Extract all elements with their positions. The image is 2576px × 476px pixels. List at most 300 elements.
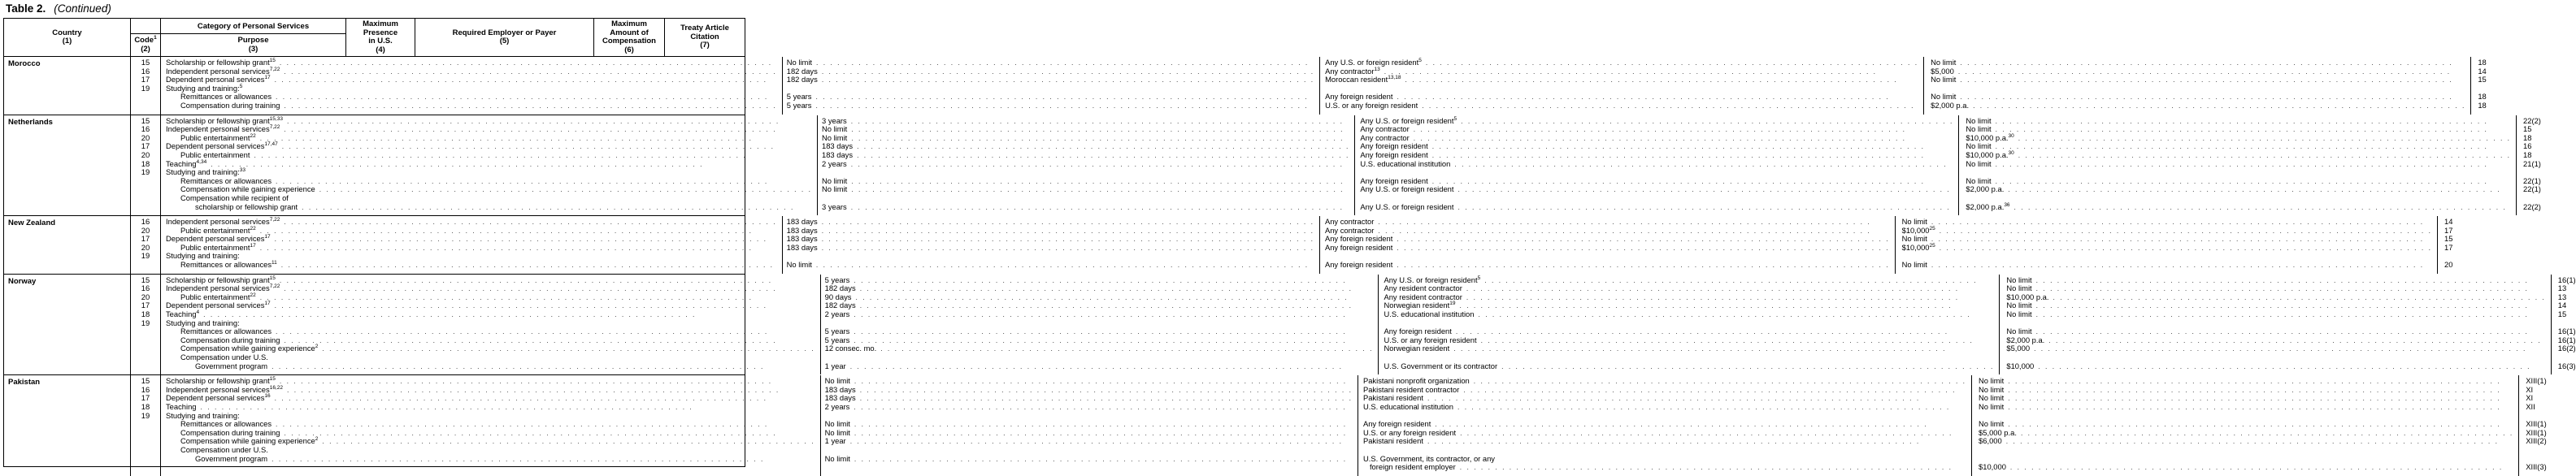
- code-cell: [131, 102, 160, 110]
- treaty-text: 22(1): [2523, 175, 2541, 185]
- treaty-text: 14: [2557, 301, 2567, 310]
- treaty-text: 18: [2478, 58, 2487, 67]
- treaty-column: [2438, 216, 2452, 274]
- country-name: Norway: [8, 276, 37, 286]
- presence-text: 182 days: [786, 66, 818, 76]
- employer-text: Any foreign resident: [1324, 260, 1393, 270]
- employer-text: Pakistani nonprofit organization: [1362, 376, 1470, 386]
- purpose-text: Public entertainment$^{22}$: [180, 225, 256, 235]
- dot-leader: . . . . . . . . . . . . . . . . . . . . . . . . . . . . . . . . . . . . . . . . . . . . . . . . . . . . . . . . . . . . . . . . . . . . . .: [1459, 301, 1953, 310]
- header-code-num: (2): [141, 44, 150, 54]
- dot-leader: . . . . . . . . . . . . . . . . . . . . . . . . . . . . . . . . . . . . . . . . . . . . . . . . . . . . . . . . . . . . . . . . . . . . . .: [259, 243, 753, 252]
- code-column: [131, 216, 161, 274]
- dot-leader: . . . . . . . . . . . . . . . . . . . . . . . . . . . . . . . . . . . . . . . . . . . . . . . . . . . . . . . . . . . . . . . . . . . . . .: [284, 335, 777, 344]
- presence-cell: [821, 429, 1358, 438]
- compensation-cell: [1972, 463, 2518, 472]
- compensation-text: No limit: [1979, 419, 2005, 429]
- treaty-text: 16(1): [2557, 335, 2576, 344]
- header-country: [4, 19, 131, 56]
- code-cell: [131, 203, 160, 212]
- dot-leader: . . . . . . . . . . . . . . . . . . . . . . . . . . . . . . . . . . . . . . . . . . . . . . . . . . . . . . . . . . . . . . . . . . . . . .: [854, 335, 1347, 344]
- compensation-cell: [1972, 377, 2518, 386]
- code-cell: [131, 319, 160, 328]
- treaty-text: 18: [2478, 92, 2487, 102]
- compensation-cell: [2000, 284, 2550, 293]
- employer-text: U.S. educational institution: [1362, 401, 1453, 411]
- presence-text: No limit: [822, 175, 848, 185]
- compensation-text: No limit: [2006, 275, 2032, 284]
- table-body: [4, 57, 2576, 476]
- dot-leader: . . . . . . . . . . . . . . . . . . . . . . . . . . . . . . . . . . . . . . . . . . . . . . . . . . . . . . . . . . . . . . . . . . . . . .: [2008, 377, 2501, 386]
- dot-leader: . . . . . . . . . . . . . . . . . . . . . . . . . . . . . . . . . . . . . . . . . . . . . . . . . . . . . . . . . . . . . . . . . . . . . .: [211, 159, 704, 168]
- purpose-text: Studying and training:: [166, 410, 240, 420]
- dot-leader: . . . . . . . . . . . . . . . . . . . . . . . . . . . . . . . . . . . . . . . . . . . . . . . . . . . . . . . . . . . . . . . . . . . . . .: [280, 261, 775, 270]
- code-text: 15: [141, 115, 150, 125]
- compensation-text: No limit: [1979, 401, 2005, 411]
- presence-cell: [821, 327, 1379, 336]
- dot-leader: . . . . . . . . . . . . . . . . . . . . . . . . . . . . . . . . . . . . . . . . . . . . . . . . . . . . . . . . . . . . . . . . . . . . . .: [279, 377, 773, 386]
- code-cell: [131, 177, 160, 186]
- presence-text: 2 years: [822, 158, 847, 168]
- purpose-text: Teaching: [166, 401, 197, 411]
- code-text: 16: [141, 217, 150, 227]
- employer-text: Any U.S. or foreign resident: [1360, 184, 1454, 194]
- compensation-cell: [1924, 67, 2470, 76]
- header-employer-num: (5): [499, 37, 510, 45]
- presence-column: [818, 115, 1355, 216]
- dot-leader: . . . . . . . . . . . . . . . . . . . . . . . . . . . . . . . . . . . . . . . . . . . . . . . . . . . . . . . . . . . . . . . . . . . . . .: [284, 67, 777, 76]
- code-text: 20: [141, 132, 150, 142]
- employer-text: Any foreign resident: [1384, 327, 1452, 336]
- code-text: 18: [141, 309, 150, 319]
- purpose-text: Compensation under U.S.: [180, 353, 268, 361]
- dot-leader: . . . . . . . . . . . . . . . . . . . . . . . . . . . . . . . . . . . . . . . . . . . . . . . . . . . . . . . . . . . . . . . . . . . . . .: [274, 235, 767, 244]
- dot-leader: . . . . . . . . . . . . . . . . . . . . . . . . . . . . . . . . . . . . . . . . . . . . . . . . . . . . . . . . . . . . . . . . . . . . . .: [859, 394, 1353, 403]
- compensation-column: [1924, 57, 2471, 115]
- presence-text: 183 days: [824, 384, 856, 394]
- treaty-column: [2552, 275, 2576, 375]
- employer-cell: [1379, 344, 1999, 353]
- country-column: [4, 375, 131, 476]
- employer-text: Pakistani resident: [1362, 393, 1423, 403]
- dot-leader: . . . . . . . . . . . . . . . . . . . . . . . . . . . . . . . . . . . . . . . . . . . . . . . . . . . . . . . . . . . . . . . . . . . . . .: [1960, 93, 2453, 102]
- purpose-text: Scholarship or fellowship grant$^{15}$: [166, 376, 276, 386]
- treaty-column: [2519, 375, 2547, 476]
- dot-leader: . . . . . . . . . . . . . . . . . . . . . . . . . . . . . . . . . . . . . . . . . . . . . . . . . . . . . . . . . . . . . . . . . . . . . .: [1460, 428, 1953, 437]
- dot-leader: . . . . . . . . . . . . . . . . . . . . . . . . . . . . . . . . . . . . . . . . . . . . . . . . . . . . . . . . . . . . . . . . . . . . . .: [850, 202, 1344, 211]
- code-cell: [131, 463, 160, 472]
- treaty-text: XIII(3): [2526, 462, 2547, 472]
- compensation-cell: [1972, 429, 2518, 438]
- dot-leader: . . . . . . . . . . . . . . . . . . . . . . . . . . . . . . . . . . . . . . . . . . . . . . . . . . . . . . . . . . . . . . . . . . . . . .: [880, 344, 1374, 353]
- employer-text: Any contractor: [1324, 217, 1375, 227]
- purpose-footnote: 7,22: [269, 216, 280, 223]
- code-column: [131, 115, 161, 216]
- dot-leader: . . . . . . . . . . . . . . . . . . . . . . . . . . . . . . . . . . . . . . . . . . . . . . . . . . . . . . . . . . . . . . . . . . . . . .: [1939, 243, 2432, 252]
- purpose-column: [161, 57, 783, 115]
- treaty-cell: [2552, 310, 2576, 319]
- dot-leader: . . . . . . . . . . . . . . . . . . . . . . . . . . . . . . . . . . . . . . . . . . . . . . . . . . . . . . . . . . . . . . . . . . . . . .: [855, 292, 1349, 301]
- compensation-text: $10,000 p.a.: [2006, 292, 2049, 301]
- dot-leader: . . . . . . . . . . . . . . . . . . . . . . . . . . . . . . . . . . . . . . . . . . . . . . . . . . . . . . . . . . . . . . . . . . . . . .: [284, 101, 777, 110]
- presence-cell: [821, 437, 1358, 446]
- presence-cell: [783, 76, 1319, 84]
- dot-leader: . . . . . . . . . . . . . . . . . . . . . . . . . . . . . . . . . . . . . . . . . . . . . . . . . . . . . . . . . . . . . . . . . . . . . .: [2018, 133, 2512, 142]
- dot-leader: . . . . . . . . . . . . . . . . . . . . . . . . . . . . . . . . . . . . . . . . . . . . . . . . . . . . . . . . . . . . . . . . . . . . . .: [859, 385, 1353, 394]
- dot-leader: . . . . . . . . . . . . . . . . . . . . . . . . . . . . . . . . . . . . . . . . . . . . . . . . . . . . . . . . . . . . . . . . . . . . . .: [274, 394, 767, 403]
- code-cell: [131, 362, 160, 371]
- dot-leader: . . . . . . . . . . . . . . . . . . . . . . . . . . . . . . . . . . . . . . . . . . . . . . . . . . . . . . . . . . . . . . . . . . . . . .: [1960, 58, 2453, 67]
- purpose-footnote: 7,22: [269, 66, 280, 72]
- dot-leader: . . . . . . . . . . . . . . . . . . . . . . . . . . . . . . . . . . . . . . . . . . . . . . . . . . . . . . . . . . . . . . . . . . . . . .: [854, 275, 1347, 284]
- dot-leader: . . . . . . . . . . . . . . . . . . . . . . . . . . . . . . . . . . . . . . . . . . . . . . . . . . . . . . . . . . . . . . . . . . . . . .: [259, 226, 753, 235]
- presence-column: [821, 375, 1358, 476]
- compensation-cell: [2000, 293, 2550, 302]
- employer-cell: [1320, 67, 1923, 76]
- dot-leader: . . . . . . . . . . . . . . . . . . . . . . . . . . . . . . . . . . . . . . . . . . . . . . . . . . . . . . . . . . . . . . . . . . . . . .: [1931, 218, 2425, 227]
- presence-text: No limit: [824, 453, 850, 463]
- presence-cell: [818, 177, 1354, 186]
- code-text: 15: [141, 58, 150, 67]
- compensation-cell: [1972, 420, 2518, 429]
- purpose-text: Public entertainment: [180, 149, 250, 159]
- compensation-cell: [1972, 394, 2518, 403]
- dot-leader: . . . . . . . . . . . . . . . . . . . . . . . . . . . . . . . . . . . . . . . . . . . . . . . . . . . . . . . . . . . . . . . . . . . . . .: [816, 58, 1310, 67]
- header-employer-label: Required Employer or Payer: [452, 28, 557, 37]
- compensation-text: $6,000: [1979, 436, 2002, 446]
- employer-text: U.S. or any foreign resident: [1325, 100, 1418, 110]
- dot-leader: . . . . . . . . . . . . . . . . . . . . . . . . . . . . . . . . . . . . . . . . . . . . . . . . . . . . . . . . . . . . . . . . . . . . . .: [2048, 335, 2542, 344]
- presence-cell: [821, 420, 1358, 429]
- employer-footnote: 5: [1453, 115, 1457, 122]
- dot-leader: . . . . . . . . . . . . . . . . . . . . . . . . . . . . . . . . . . . . . . . . . . . . . . . . . . . . . . . . . . . . . . . . . . . . . .: [276, 176, 769, 185]
- country-column: [4, 57, 131, 115]
- compensation-cell: [1959, 160, 2516, 169]
- treaty-cell: [2517, 160, 2541, 169]
- employer-column: [1355, 115, 1959, 216]
- presence-cell: [821, 362, 1379, 371]
- compensation-footnote: 25: [1929, 225, 1935, 232]
- country-column: [4, 216, 131, 274]
- dot-leader: . . . . . . . . . . . . . . . . . . . . . . . . . . . . . . . . . . . . . . . . . . . . . . . . . . . . . . . . . . . . . . . . . . . . . .: [1427, 437, 1921, 446]
- presence-cell: [821, 336, 1379, 345]
- employer-cell: [1320, 218, 1895, 227]
- purpose-text: Compensation during training: [180, 100, 280, 110]
- employer-cell: [1379, 293, 1999, 302]
- purpose-text: Independent personal services$^{7,22}$: [166, 124, 280, 134]
- dot-leader: . . . . . . . . . . . . . . . . . . . . . . . . . . . . . . . . . . . . . . . . . . . . . . . . . . . . . . . . . . . . . . . . . . . . . .: [854, 420, 1348, 429]
- purpose-cell: [161, 362, 820, 371]
- purpose-text: Independent personal services$^{16,22}$: [166, 384, 283, 394]
- dot-leader: . . . . . . . . . . . . . . . . . . . . . . . . . . . . . . . . . . . . . . . . . . . . . . . . . . . . . . . . . . . . . . . . . . . . . .: [1455, 327, 1949, 336]
- presence-text: 2 years: [824, 309, 850, 319]
- dot-leader: . . . . . . . . . . . . . . . . . . . . . . . . . . . . . . . . . . . . . . . . . . . . . . . . . . . . . . . . . . . . . . . . . . . . . .: [284, 428, 777, 437]
- compensation-text: $10,000 p.a.$^{30}$: [1966, 149, 2014, 159]
- code-text: 19: [141, 251, 150, 261]
- dot-leader: . . . . . . . . . . . . . . . . . . . . . . . . . . . . . . . . . . . . . . . . . . . . . . . . . . . . . . . . . . . . . . . . . . . . . .: [1431, 142, 1925, 151]
- purpose-cell: [161, 261, 782, 270]
- table-title-continued: (Continued): [54, 2, 111, 15]
- dot-leader: . . . . . . . . . . . . . . . . . . . . . . . . . . . . . . . . . . . . . . . . . . . . . . . . . . . . . . . . . . . . . . . . . . . . . .: [1995, 142, 2488, 151]
- dot-leader: . . . . . . . . . . . . . . . . . . . . . . . . . . . . . . . . . . . . . . . . . . . . . . . . . . . . . . . . . . . . . . . . . . . . . .: [1457, 202, 1951, 211]
- dot-leader: . . . . . . . . . . . . . . . . . . . . . . . . . . . . . . . . . . . . . . . . . . . . . . . . . . . . . . . . . . . . . . . . . . . . . .: [815, 93, 1309, 102]
- purpose-cell: [161, 151, 817, 160]
- purpose-text: Independent personal services$^{7,22}$: [166, 283, 280, 293]
- compensation-cell: [1972, 386, 2518, 395]
- presence-text: No limit: [824, 427, 850, 437]
- presence-cell: [821, 455, 1358, 464]
- dot-leader: . . . . . . . . . . . . . . . . . . . . . . . . . . . . . . . . . . . . . . . . . . . . . . . . . . . . . . . . . . . . . . . . . . . . . .: [854, 428, 1348, 437]
- treaty-text: 14: [2444, 217, 2453, 227]
- purpose-text: Dependent personal services$^{17,47}$: [166, 141, 278, 151]
- treaty-cell: [2519, 437, 2547, 446]
- presence-text: 183 days: [786, 234, 818, 244]
- employer-text: Pakistani resident: [1362, 436, 1423, 446]
- purpose-cell: [161, 244, 782, 253]
- compensation-text: $2,000 p.a.: [2006, 335, 2045, 344]
- compensation-text: No limit: [1979, 376, 2005, 386]
- employer-cell: [1355, 142, 1958, 151]
- employer-cell: [1358, 463, 1971, 472]
- dot-leader: . . . . . . . . . . . . . . . . . . . . . . . . . . . . . . . . . . . . . . . . . . . . . . . . . . . . . . . . . . . . . . . . . . . . . .: [857, 142, 1350, 151]
- dot-leader: . . . . . . . . . . . . . . . . . . . . . . . . . . . . . . . . . . . . . . . . . . . . . . . . . . . . . . . . . . . . . . . . . . . . . .: [272, 361, 765, 370]
- country-name: Netherlands: [8, 117, 53, 127]
- purpose-cell: [161, 310, 820, 319]
- treaty-text: 16: [2523, 141, 2532, 151]
- purpose-footnote: 17: [250, 242, 256, 249]
- presence-cell: [783, 67, 1319, 76]
- presence-cell: [783, 93, 1319, 102]
- purpose-cell: [161, 455, 820, 464]
- dot-leader: . . . . . . . . . . . . . . . . . . . . . . . . . . . . . . . . . . . . . . . . . . . . . . . . . . . . . . . . . . . . . . . . . . . . . .: [259, 292, 753, 301]
- employer-text: Pakistani resident contractor: [1362, 384, 1460, 394]
- code-cell: [131, 344, 160, 353]
- code-cell: [131, 93, 160, 102]
- dot-leader: . . . . . . . . . . . . . . . . . . . . . . . . . . . . . . . . . . . . . . . . . . . . . . . . . . . . . . . . . . . . . . . . . . . . . .: [851, 185, 1344, 194]
- dot-leader: . . . . . . . . . . . . . . . . . . . . . . . . . . . . . . . . . . . . . . . . . . . . . . . . . . . . . . . . . . . . . . . . . . . . . .: [1454, 159, 1948, 168]
- purpose-column: [161, 375, 821, 476]
- purpose-text: Teaching$^4$: [166, 309, 200, 319]
- treaty-cell: [2471, 102, 2486, 110]
- treaty-text: 17: [2444, 225, 2453, 235]
- header-code: [131, 19, 161, 56]
- code-cell: [131, 446, 160, 455]
- dot-leader: . . . . . . . . . . . . . . . . . . . . . . . . . . . . . . . . . . . . . . . . . . . . . . . . . . . . . . . . . . . . . . . . . . . . . .: [1466, 292, 1960, 301]
- dot-leader: . . . . . . . . . . . . . . . . . . . . . . . . . . . . . . . . . . . . . . . . . . . . . . . . . . . . . . . . . . . . . . . . . . . . . .: [1422, 101, 1915, 110]
- dot-leader: . . . . . . . . . . . . . . . . . . . . . . . . . . . . . . . . . . . . . . . . . . . . . . . . . . . . . . . . . . . . . . . . . . . . . .: [854, 454, 1348, 463]
- treaty-text: XIII(1): [2526, 427, 2547, 437]
- compensation-cell: [1924, 58, 2470, 67]
- country-band: [4, 115, 2541, 217]
- presence-text: No limit: [786, 260, 812, 270]
- compensation-cell: [2000, 301, 2550, 310]
- dot-leader: . . . . . . . . . . . . . . . . . . . . . . . . . . . . . . . . . . . . . . . . . . . . . . . . . . . . . . . . . . . . . . . . . . . . . .: [1459, 463, 1953, 472]
- presence-cell: [818, 142, 1354, 151]
- presence-column: [783, 216, 1320, 274]
- code-cell: [131, 185, 160, 194]
- dot-leader: . . . . . . . . . . . . . . . . . . . . . . . . . . . . . . . . . . . . . . . . . . . . . . . . . . . . . . . . . . . . . . . . . . . . . .: [2035, 301, 2529, 310]
- employer-cell: [1379, 276, 1999, 285]
- code-text: 15: [141, 376, 150, 386]
- employer-cell: [1320, 252, 1895, 261]
- purpose-text: Teaching$^{4,34}$: [166, 158, 207, 168]
- treaty-cell: [2519, 403, 2547, 412]
- treaty-text: 22(2): [2523, 201, 2541, 211]
- code-text: 19: [141, 83, 150, 93]
- employer-cell: [1379, 336, 1999, 345]
- header-presence: Maximum Presence in U.S. (4): [346, 19, 415, 56]
- compensation-cell: [1972, 455, 2518, 464]
- presence-text: No limit: [822, 124, 848, 134]
- treaty-text: 16(3): [2557, 361, 2576, 370]
- compensation-text: $10,000: [2006, 361, 2035, 370]
- purpose-cell: [161, 284, 820, 293]
- presence-text: 182 days: [824, 301, 856, 310]
- presence-text: 5 years: [824, 327, 850, 336]
- treaty-text: 16(1): [2557, 327, 2576, 336]
- code-text: 20: [141, 149, 150, 159]
- employer-cell: [1355, 185, 1958, 194]
- compensation-footnote: 30: [2008, 132, 2014, 139]
- compensation-cell: [2000, 344, 2550, 353]
- header-presence-num: (4): [376, 45, 385, 54]
- treaty-text: 13: [2557, 292, 2567, 301]
- purpose-text: Government program: [195, 453, 268, 463]
- presence-text: 183 days: [822, 141, 854, 151]
- compensation-text: $2,000 p.a.: [1931, 100, 1970, 110]
- code-cell: [131, 84, 160, 93]
- treaty-text: 18: [2523, 132, 2532, 142]
- presence-cell: [783, 218, 1319, 227]
- presence-text: 183 days: [786, 242, 818, 252]
- compensation-cell: [2000, 276, 2550, 285]
- presence-text: 182 days: [824, 283, 856, 293]
- employer-cell: [1355, 203, 1958, 212]
- dot-leader: . . . . . . . . . . . . . . . . . . . . . . . . . . . . . . . . . . . . . . . . . . . . . . . . . . . . . . . . . . . . . . . . . . . . . .: [1384, 67, 1878, 76]
- treaty-text: XI: [2526, 384, 2534, 394]
- treaty-text: 13: [2557, 283, 2567, 293]
- dot-leader: . . . . . . . . . . . . . . . . . . . . . . . . . . . . . . . . . . . . . . . . . . . . . . . . . . . . . . . . . . . . . . . . . . . . . .: [322, 437, 815, 446]
- employer-cell: [1320, 102, 1923, 110]
- dot-leader: . . . . . . . . . . . . . . . . . . . . . . . . . . . . . . . . . . . . . . . . . . . . . . . . . . . . . . . . . . . . . . . . . . . . . .: [1397, 243, 1890, 252]
- dot-leader: . . . . . . . . . . . . . . . . . . . . . . . . . . . . . . . . . . . . . . . . . . . . . . . . . . . . . . . . . . . . . . . . . . . . . .: [849, 361, 1343, 370]
- presence-text: 90 days: [824, 292, 852, 301]
- table-title: [6, 2, 111, 15]
- compensation-text: No limit: [2006, 309, 2032, 319]
- purpose-text: Compensation under U.S.: [180, 444, 268, 454]
- employer-column: [1320, 216, 1896, 274]
- employer-cell: [1320, 261, 1895, 270]
- dot-leader: . . . . . . . . . . . . . . . . . . . . . . . . . . . . . . . . . . . . . . . . . . . . . . . . . . . . . . . . . . . . . . . . . . . . . .: [2053, 292, 2546, 301]
- dot-leader: . . . . . . . . . . . . . . . . . . . . . . . . . . . . . . . . . . . . . . . . . . . . . . . . . . . . . . . . . . . . . . . . . . . . . .: [821, 235, 1314, 244]
- presence-cell: [821, 310, 1379, 319]
- dot-leader: . . . . . . . . . . . . . . . . . . . . . . . . . . . . . . . . . . . . . . . . . . . . . . . . . . . . . . . . . . . . . . . . . . . . . .: [1995, 159, 2488, 168]
- purpose-footnote: 22: [250, 132, 256, 139]
- dot-leader: . . . . . . . . . . . . . . . . . . . . . . . . . . . . . . . . . . . . . . . . . . . . . . . . . . . . . . . . . . . . . . . . . . . . . .: [1484, 275, 1978, 284]
- dot-leader: . . . . . . . . . . . . . . . . . . . . . . . . . . . . . . . . . . . . . . . . . . . . . . . . . . . . . . . . . . . . . . . . . . . . . .: [2035, 284, 2529, 293]
- purpose-text: Scholarship or fellowship grant$^{15,33}$: [166, 115, 283, 125]
- dot-leader: . . . . . . . . . . . . . . . . . . . . . . . . . . . . . . . . . . . . . . . . . . . . . . . . . . . . . . . . . . . . . . . . . . . . . .: [2035, 275, 2529, 284]
- employer-cell: [1379, 284, 1999, 293]
- dot-leader: . . . . . . . . . . . . . . . . . . . . . . . . . . . . . . . . . . . . . . . . . . . . . . . . . . . . . . . . . . . . . . . . . . . . . .: [854, 402, 1347, 411]
- compensation-cell: [1959, 142, 2516, 151]
- compensation-text: $2,000 p.a.$^{36}$: [1966, 201, 2010, 211]
- employer-footnote: 19: [1449, 301, 1456, 307]
- treaty-text: 18: [2523, 149, 2532, 159]
- purpose-cell: [161, 301, 820, 310]
- dot-leader: . . . . . . . . . . . . . . . . . . . . . . . . . . . . . . . . . . . . . . . . . . . . . . . . . . . . . . . . . . . . . . . . . . . . . .: [850, 159, 1344, 168]
- presence-text: No limit: [822, 132, 848, 142]
- purpose-text: Remittances or allowances: [180, 92, 272, 102]
- presence-cell: [821, 403, 1358, 412]
- employer-cell: [1358, 429, 1971, 438]
- treaty-text: 14: [2478, 66, 2487, 76]
- dot-leader: . . . . . . . . . . . . . . . . . . . . . . . . . . . . . . . . . . . . . . . . . . . . . . . . . . . . . . . . . . . . . . . . . . . . . .: [851, 125, 1344, 134]
- compensation-cell: [1959, 151, 2516, 160]
- dot-leader: . . . . . . . . . . . . . . . . . . . . . . . . . . . . . . . . . . . . . . . . . . . . . . . . . . . . . . . . . . . . . . . . . . . . . .: [854, 327, 1347, 336]
- purpose-footnote: 17: [264, 301, 271, 307]
- compensation-column: [1972, 375, 2519, 476]
- dot-leader: . . . . . . . . . . . . . . . . . . . . . . . . . . . . . . . . . . . . . . . . . . . . . . . . . . . . . . . . . . . . . . . . . . . . . .: [821, 67, 1315, 76]
- country-band: [4, 275, 2576, 376]
- dot-leader: . . . . . . . . . . . . . . . . . . . . . . . . . . . . . . . . . . . . . . . . . . . . . . . . . . . . . . . . . . . . . . . . . . . . . .: [274, 76, 767, 84]
- header-purpose-num: (3): [248, 44, 258, 54]
- purpose-cell: [161, 160, 817, 169]
- employer-text: Any U.S. or foreign resident$^5$: [1384, 275, 1481, 284]
- code-text: 19: [141, 167, 150, 177]
- dot-leader: . . . . . . . . . . . . . . . . . . . . . . . . . . . . . . . . . . . . . . . . . . . . . . . . . . . . . . . . . . . . . . . . . . . . . .: [2008, 394, 2501, 403]
- treaty-text: 16(2): [2557, 344, 2576, 353]
- dot-leader: . . . . . . . . . . . . . . . . . . . . . . . . . . . . . . . . . . . . . . . . . . . . . . . . . . . . . . . . . . . . . . . . . . . . . .: [276, 93, 769, 102]
- dot-leader: . . . . . . . . . . . . . . . . . . . . . . . . . . . . . . . . . . . . . . . . . . . . . . . . . . . . . . . . . . . . . . . . . . . . . .: [2009, 463, 2504, 472]
- header-employer: [415, 19, 594, 56]
- compensation-text: $10,000 p.a.$^{30}$: [1966, 132, 2014, 142]
- purpose-text: Independent personal services$^{7,22}$: [166, 216, 280, 227]
- employer-text: Any U.S. or foreign resident$^5$: [1360, 115, 1457, 125]
- code-text: 19: [141, 318, 150, 327]
- employer-text: Any contractor: [1360, 132, 1410, 142]
- purpose-footnote: 16,22: [269, 384, 283, 391]
- compensation-footnote: 36: [2004, 201, 2010, 208]
- compensation-cell: [1972, 412, 2518, 421]
- dot-leader: . . . . . . . . . . . . . . . . . . . . . . . . . . . . . . . . . . . . . . . . . . . . . . . . . . . . . . . . . . . . . . . . . . . . . .: [1413, 133, 1907, 142]
- purpose-text: Remittances or allowances: [180, 175, 272, 185]
- presence-column: [783, 57, 1320, 115]
- country-column: [4, 275, 131, 375]
- dot-leader: . . . . . . . . . . . . . . . . . . . . . . . . . . . . . . . . . . . . . . . . . . . . . . . . . . . . . . . . . . . . . . . . . . . . . .: [1478, 310, 1971, 319]
- employer-text: U.S. or any foreign resident: [1384, 335, 1477, 344]
- employer-cell: [1320, 58, 1923, 67]
- purpose-text: Dependent personal services$^{16}$: [166, 393, 271, 403]
- compensation-cell: [1959, 194, 2516, 203]
- treaty-text: 17: [2444, 242, 2453, 252]
- compensation-cell: [1896, 261, 2437, 270]
- presence-text: 183 days: [822, 149, 854, 159]
- dot-leader: . . . . . . . . . . . . . . . . . . . . . . . . . . . . . . . . . . . . . . . . . . . . . . . . . . . . . . . . . . . . . . . . . . . . . .: [284, 125, 777, 134]
- compensation-text: No limit: [1966, 158, 1992, 168]
- code-text: 20: [141, 242, 150, 252]
- dot-leader: . . . . . . . . . . . . . . . . . . . . . . . . . . . . . . . . . . . . . . . . . . . . . . . . . . . . . . . . . . . . . . . . . . . . . .: [857, 150, 1350, 159]
- purpose-text: Compensation while gaining experience$^2$: [180, 436, 319, 446]
- code-cell: [131, 252, 160, 261]
- purpose-cell: [161, 394, 820, 403]
- presence-cell: [821, 293, 1379, 302]
- dot-leader: . . . . . . . . . . . . . . . . . . . . . . . . . . . . . . . . . . . . . . . . . . . . . . . . . . . . . . . . . . . . . . . . . . . . . .: [821, 76, 1315, 84]
- dot-leader: . . . . . . . . . . . . . . . . . . . . . . . . . . . . . . . . . . . . . . . . . . . . . . . . . . . . . . . . . . . . . . . . . . . . . .: [254, 150, 747, 159]
- treaty-text: XIII(1): [2526, 419, 2547, 429]
- purpose-cell: [161, 125, 817, 134]
- employer-text: Any contractor: [1360, 124, 1410, 134]
